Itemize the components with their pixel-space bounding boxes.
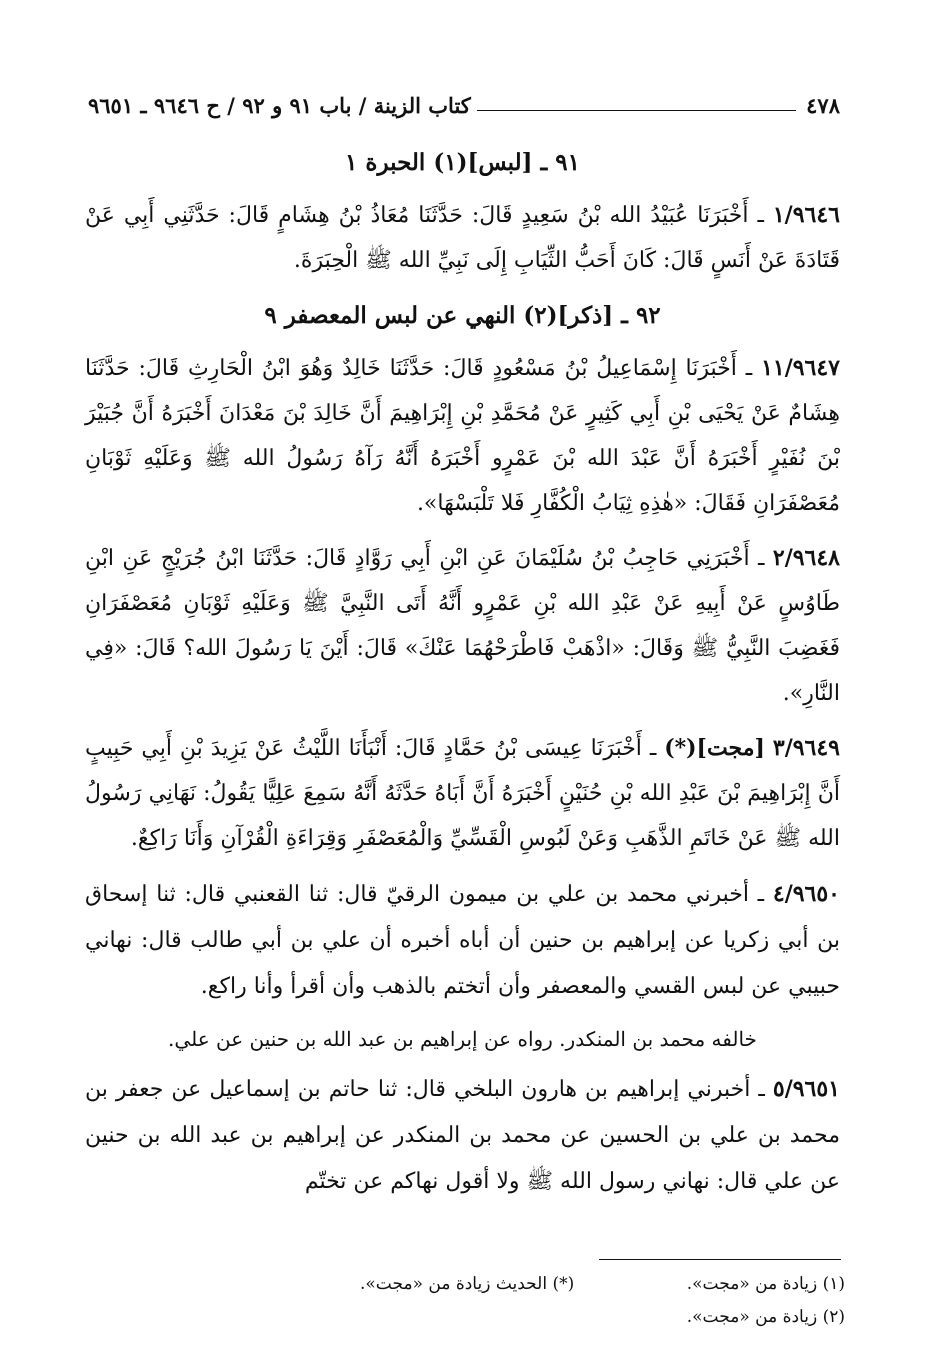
page-number: ٤٧٨ bbox=[806, 93, 840, 118]
hadith-number: ٤/٩٦٥٠ bbox=[772, 881, 840, 907]
footnote-row bbox=[360, 1268, 845, 1301]
hadith-9647 bbox=[85, 346, 840, 526]
source-tag: [مجت](*) bbox=[664, 735, 765, 761]
footnote-2: (٢) زيادة من «مجت». bbox=[686, 1307, 845, 1327]
footnote-row bbox=[360, 1301, 845, 1334]
hadith-text: ـ أَخْبَرَنَا عِيسَى بْنُ حَمَّادٍ قَالَ: أَنْبَأَنَا اللَّيْثُ عَنْ يَزِيدَ بْنِ أَبِي حَبِيبٍ أَنَّ إِبْرَاهِيمَ بْنَ عَبْدِ الله بْنِ حُنَيْنٍ أَخْبَرَهُ أَنَّ أَبَاهُ حَدَّثَهُ أَنَّهُ سَمِعَ عَلِيًّا يَقُولُ: نَهَانِي رَسُولُ الله ﷺ عَنْ خَاتَمِ الذَّهَبِ وَعَنْ لَبُوسِ الْقَسِّيِّ وَالْمُعَصْفَرِ وَقِرَاءَةِ الْقُرْآنِ وَأَنَا رَاكِعٌ. bbox=[85, 736, 840, 851]
hadith-text: ـ أخبرني إبراهيم بن هارون البلخي قال: ثنا حاتم بن إسماعيل عن جعفر بن محمد بن علي بن الحسين عن محمد بن المنكدر عن إبراهيم بن عبد الله بن حنين عن علي قال: نهاني رسول الله ﷺ ولا أقول نهاكم عن تختّم bbox=[85, 1077, 840, 1194]
running-header bbox=[88, 78, 840, 118]
hadith-number: ١/٩٦٤٦ bbox=[772, 202, 840, 228]
footnote-star: (*) الحديث زيادة من «مجت». bbox=[360, 1274, 575, 1294]
footnote-1: (١) زيادة من «مجت». bbox=[686, 1274, 845, 1294]
hadith-text: ـ أَخْبَرَنِي حَاجِبُ بْنُ سُلَيْمَانَ عَنِ ابْنِ أَبِي رَوَّادٍ قَالَ: حَدَّثَنَا ابْنُ جُرَيْجٍ عَنِ ابْنِ طَاوُسٍ عَنْ أَبِيهِ عَنْ عَبْدِ الله بْنِ عَمْرٍو أَنَّهُ أَتَى النَّبِيَّ ﷺ وَعَلَيْهِ ثَوْبَانِ مُعَصْفَرَانِ فَغَضِبَ النَّبِيُّ ﷺ وَقَالَ: «اذْهَبْ فَاطْرَحْهُمَا عَنْكَ» قَالَ: أَيْنَ يَا رَسُولَ الله؟ قَالَ: «فِي النَّارِ». bbox=[85, 546, 840, 706]
hadith-text: ـ أَخْبَرَنَا إِسْمَاعِيلُ بْنُ مَسْعُودٍ قَالَ: حَدَّثَنَا خَالِدٌ وَهُوَ ابْنُ الْحَارِثِ قَالَ: حَدَّثَنَا هِشَامٌ عَنْ يَحْيَى بْنِ أَبِي كَثِيرٍ عَنْ مُحَمَّدِ بْنِ إِبْرَاهِيمَ أَنَّ خَالِدَ بْنَ مَعْدَانَ أَخْبَرَهُ أَنَّ جُبَيْرَ بْنَ نُفَيْرٍ أَخْبَرَهُ أَنَّ عَبْدَ الله بْنَ عَمْرٍو أَخْبَرَهُ أَنَّهُ رَآهُ رَسُولُ الله ﷺ وَعَلَيْهِ ثَوْبَانِ مُعَصْفَرَانِ فَقَالَ: «هٰذِهِ ثِيَابُ الْكُفَّارِ فَلا تَلْبَسْهَا». bbox=[85, 356, 840, 516]
hadith-number: ٥/٩٦٥١ bbox=[772, 1076, 840, 1102]
footnotes bbox=[360, 1268, 845, 1334]
hadith-number: ٢/٩٦٤٨ bbox=[772, 545, 840, 571]
hadith-text: ـ أخبرني محمد بن علي بن ميمون الرقيّ قال: ثنا القعنبي قال: ثنا إسحاق بن أبي زكريا عن إبراهيم بن حنين أن أباه أخبره أن علي بن أبي طالب قال: نهاني حبيبي عن لبس القسي والمعصفر وأن أتختم بالذهب وأن أقرأ وأنا راكع. bbox=[85, 882, 840, 999]
hadith-9651 bbox=[85, 1066, 840, 1205]
hadith-9649 bbox=[85, 726, 840, 861]
hadith-number: ٣/٩٦٤٩ bbox=[772, 735, 840, 761]
chapter-heading-91: ٩١ ـ [لبس](١) الحبرة ١ bbox=[345, 149, 580, 176]
footnote-rule bbox=[599, 1259, 841, 1260]
hadith-9648 bbox=[85, 536, 840, 716]
page-body bbox=[85, 140, 840, 1215]
hadith-9650 bbox=[85, 871, 840, 1010]
header-info: كتاب الزينة / باب ٩١ و ٩٢ / ح ٩٦٤٦ ـ ٩٦٥١ bbox=[88, 93, 471, 118]
header-rule bbox=[477, 110, 796, 111]
hadith-9646 bbox=[85, 193, 840, 283]
commentary-note: خالفه محمد بن المنكدر. رواه عن إبراهيم بن عبد الله بن حنين عن علي. bbox=[168, 1027, 757, 1051]
hadith-number: ١١/٩٦٤٧ bbox=[761, 355, 840, 381]
chapter-heading-92: ٩٢ ـ [ذكر](٢) النهي عن لبس المعصفر ٩ bbox=[264, 302, 661, 329]
hadith-text: ـ أَخْبَرَنَا عُبَيْدُ الله بْنُ سَعِيدٍ قَالَ: حَدَّثَنَا مُعَاذُ بْنُ هِشَامٍ قَالَ: حَدَّثَنِي أَبِي عَنْ قَتَادَةَ عَنْ أَنَسٍ قَالَ: كَانَ أَحَبُّ الثِّيَابِ إِلَى نَبِيِّ الله ﷺ الْحِبَرَةَ. bbox=[85, 203, 840, 273]
